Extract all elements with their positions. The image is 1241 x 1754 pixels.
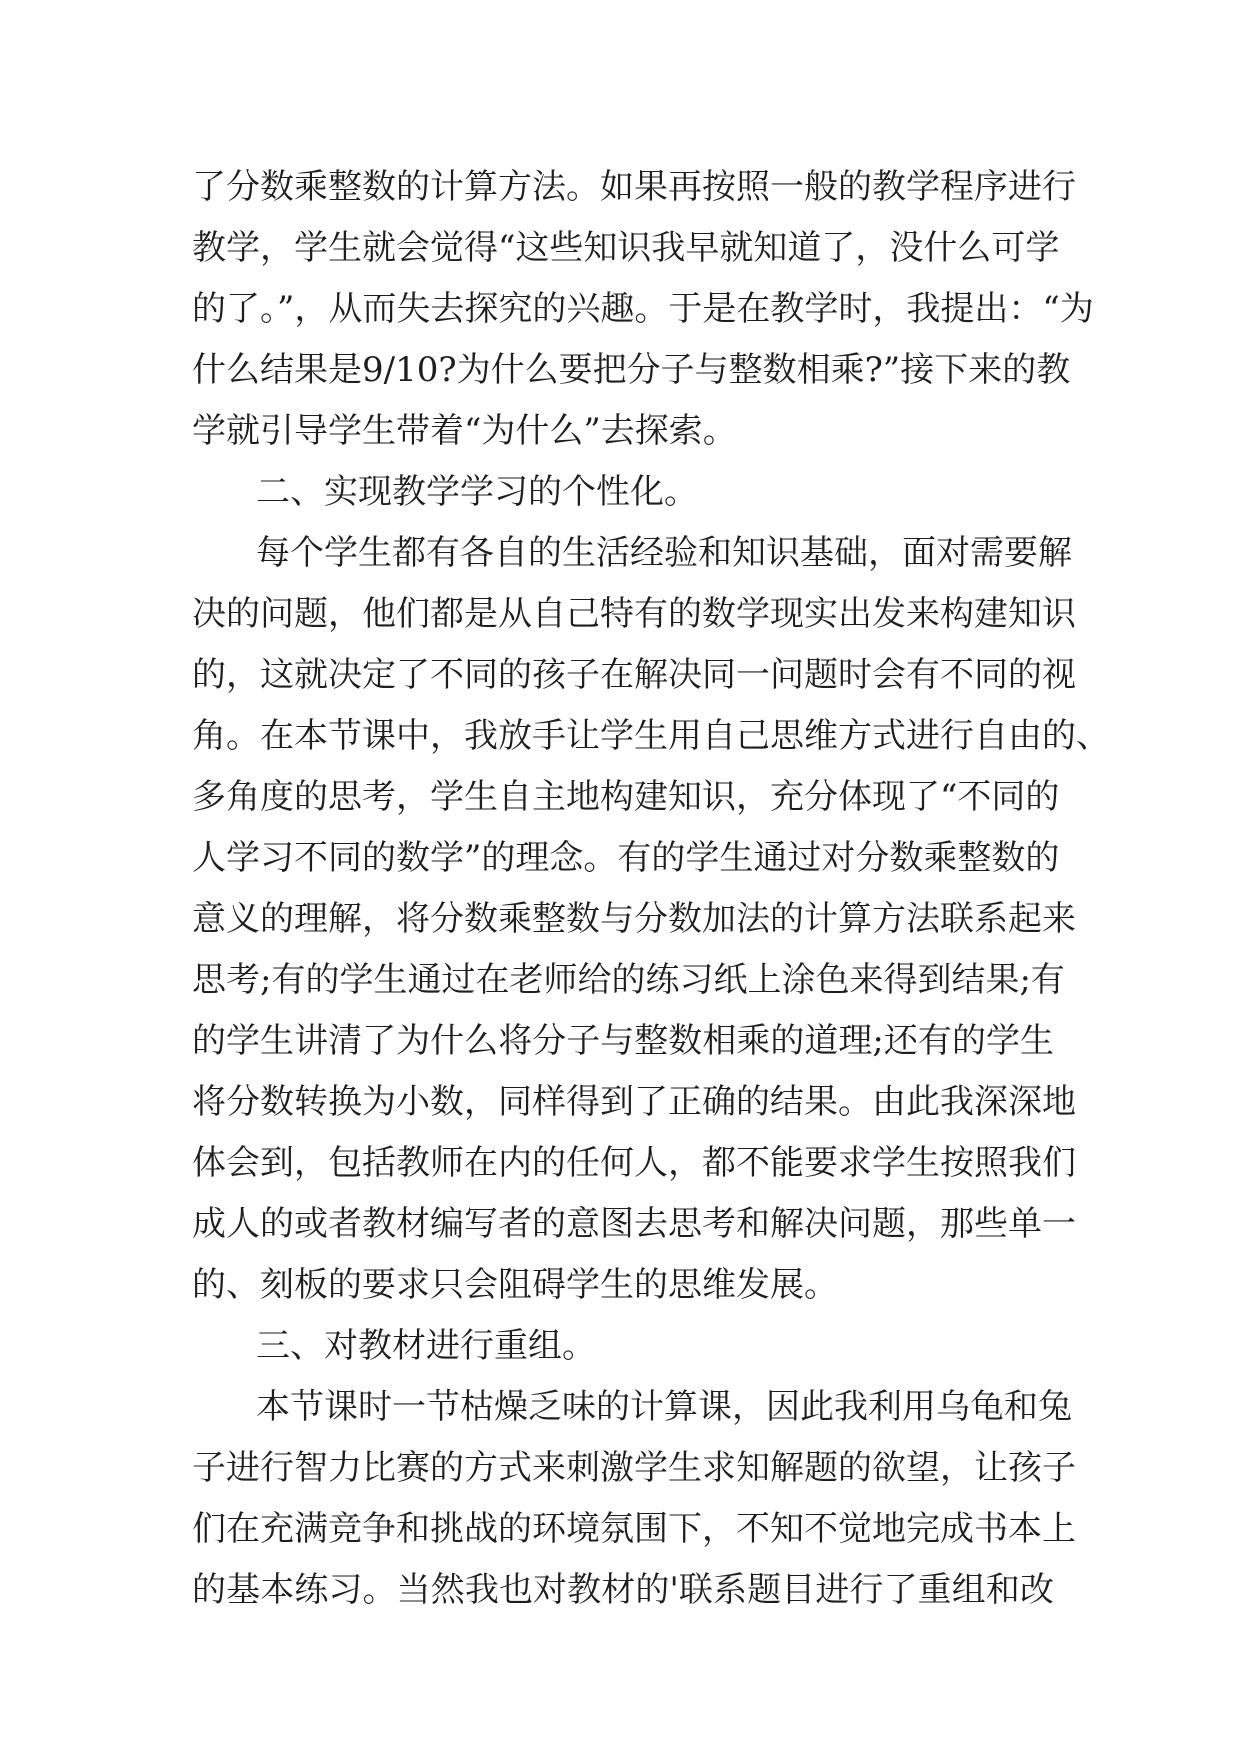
text-line: 将分数转换为小数，同样得到了正确的结果。由此我深深地 [192,1082,1076,1122]
text-line: 多角度的思考，学生自主地构建知识，充分体现了“不同的 [192,777,1060,817]
text-line: 成人的或者教材编写者的意图去思考和解决问题，那些单一 [192,1204,1076,1244]
text-line: 思考;有的学生通过在老师给的练习纸上涂色来得到结果;有 [192,960,1065,1000]
text-line: 角。在本节课中，我放手让学生用自己思维方式进行自由的、 [192,716,1110,756]
section-heading: 二、实现教学学习的个性化。 [256,472,698,512]
text-line: 决的问题，他们都是从自己特有的数学现实出发来构建知识 [192,594,1076,634]
text-line: 了分数乘整数的计算方法。如果再按照一般的教学程序进行 [192,167,1076,207]
text-line: 的，这就决定了不同的孩子在解决同一问题时会有不同的视 [192,655,1076,695]
text-line: 的了。”，从而失去探究的兴趣。于是在教学时，我提出：“为 [192,289,1094,329]
text-line: 什么结果是9/10?为什么要把分子与整数相乘?”接下来的教 [192,350,1071,390]
body-text [192,157,1110,1621]
text-line: 的基本练习。当然我也对教材的'联系题目进行了重组和改 [192,1570,1054,1610]
text-line: 们在充满竞争和挑战的环境氛围下，不知不觉地完成书本上 [192,1509,1076,1549]
text-line: 体会到，包括教师在内的任何人，都不能要求学生按照我们 [192,1143,1076,1183]
text-line: 每个学生都有各自的生活经验和知识基础，面对需要解 [256,533,1072,573]
section-heading: 三、对教材进行重组。 [256,1326,596,1366]
text-line: 教学，学生就会觉得“这些知识我早就知道了，没什么可学 [192,228,1060,268]
text-line: 的、刻板的要求只会阻碍学生的思维发展。 [192,1265,838,1305]
text-line: 学就引导学生带着“为什么”去探索。 [192,411,737,451]
text-line: 意义的理解，将分数乘整数与分数加法的计算方法联系起来 [192,899,1076,939]
text-line: 的学生讲清了为什么将分子与整数相乘的道理;还有的学生 [192,1021,1054,1061]
text-line: 人学习不同的数学”的理念。有的学生通过对分数乘整数的 [192,838,1060,878]
text-line: 子进行智力比赛的方式来刺激学生求知解题的欲望，让孩子 [192,1448,1076,1488]
text-line: 本节课时一节枯燥乏味的计算课，因此我利用乌龟和兔 [256,1387,1072,1427]
